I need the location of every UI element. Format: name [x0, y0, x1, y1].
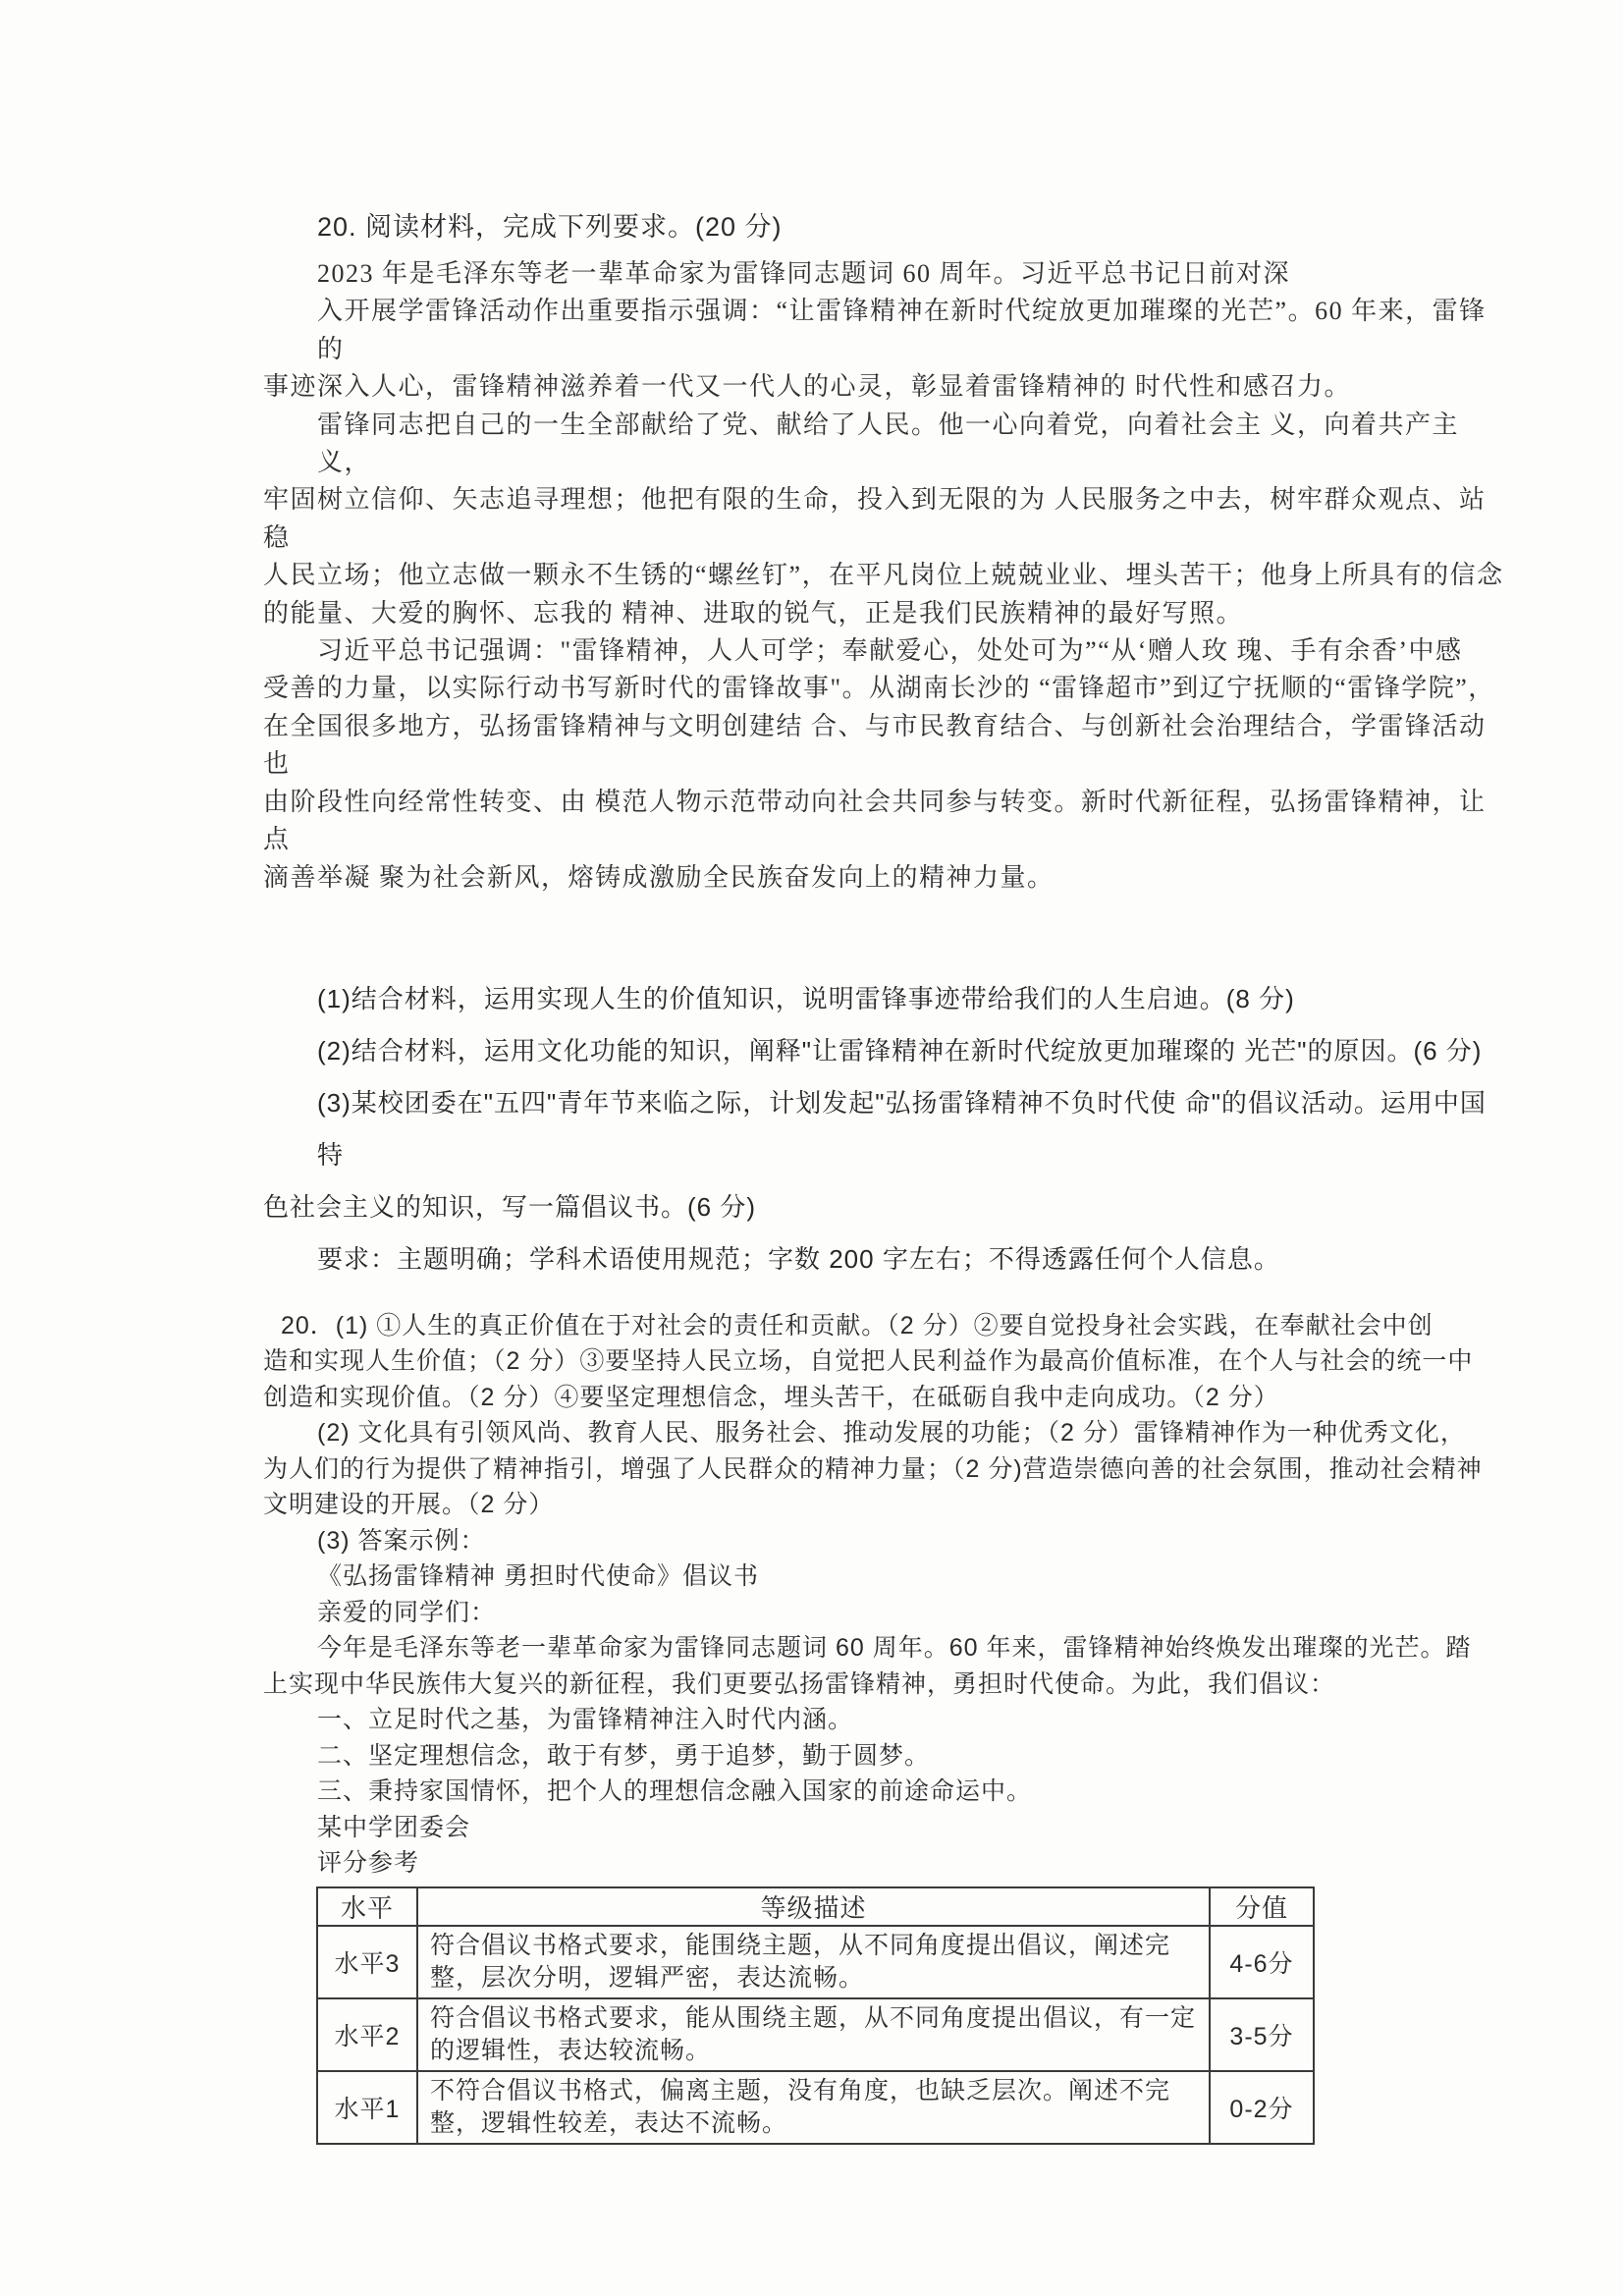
material-text-line: 人民立场；他立志做一颗永不生锈的“螺丝钉”，在平凡岗位上兢兢业业、埋头苦干；他身上所具有的信念: [263, 561, 1504, 590]
score-cell: 3-5分: [1210, 1998, 1314, 2071]
answer-text-line: 评分参考: [317, 1849, 420, 1878]
material-text-line: 雷锋同志把自己的一生全部献给了党、献给了人民。他一心向着党，向着社会主 义，向着共产主义，: [317, 410, 1460, 477]
level-cell: 水平3: [317, 1926, 417, 1998]
question-number-line: 20. 阅读材料，完成下列要求。(20 分): [317, 212, 783, 242]
rubric-table-row: [317, 1998, 1314, 2071]
rubric-table-row: [317, 2071, 1314, 2144]
header-level: 水平: [317, 1887, 417, 1926]
material-text-line: 受善的力量，以实际行动书写新时代的雷锋故事"。从湖南长沙的 “雷锋超市”到辽宁抚顺的“雷锋学院”，: [263, 674, 1495, 703]
answer-text-line: (3) 答案示例：: [317, 1526, 486, 1555]
material-text-line: 牢固树立信仰、矢志追寻理想；他把有限的生命，投入到无限的为 人民服务之中去，树牢群众观点、站稳: [263, 485, 1487, 552]
answer-text-line: 《弘扬雷锋精神 勇担时代使命》倡议书: [317, 1562, 759, 1591]
score-cell: 4-6分: [1210, 1926, 1314, 1998]
answer-text-line: 某中学团委会: [317, 1813, 471, 1841]
answer-text-line: 文明建设的开展。（2 分）: [263, 1491, 555, 1519]
question-header: [263, 208, 1510, 246]
rubric-table-body: [317, 1926, 1314, 2144]
answer-text-line: 为人们的行为提供了精神指引，增强了人民群众的精神力量；（2 分)营造崇德向善的社会氛围，推动社会精神: [263, 1454, 1483, 1483]
answer-text-line: 二、坚定理想信念，敢于有梦，勇于追梦，勤于圆梦。: [317, 1741, 931, 1770]
material-text-line: 由阶段性向经常性转变、由 模范人物示范带动向社会共同参与转变。新时代新征程，弘扬雷锋精神，让点: [263, 787, 1487, 854]
description-cell: 符合倡议书格式要求，能从围绕主题，从不同角度提出倡议，有一定的逻辑性，表达较流畅。: [417, 1998, 1210, 2071]
rubric-table-head: [317, 1887, 1314, 1926]
answer-text-line: 三、秉持家国情怀，把个人的理想信念融入国家的前途命运中。: [317, 1777, 1033, 1806]
material-text-line: 习近平总书记强调："雷锋精神，人人可学；奉献爱心，处处可为”“从‘赠人玫 瑰、手有余香’中感: [317, 636, 1463, 666]
header-score: 分值: [1210, 1887, 1314, 1926]
material-text-line: 2023 年是毛泽东等老一辈革命家为雷锋同志题词 60 周年。习近平总书记日前对深: [317, 259, 1291, 288]
rubric-table: [316, 1886, 1315, 2145]
subquestions: [263, 973, 1510, 1285]
material-text-line: 的能量、大爱的胸怀、忘我的 精神、进取的锐气，正是我们民族精神的最好写照。: [263, 598, 1244, 628]
answer-section: [263, 1308, 1510, 1882]
page-content: [263, 208, 1510, 2145]
subquestion-text-line: (1)结合材料，运用实现人生的价值知识，说明雷锋事迹带给我们的人生启迪。(8 分): [317, 983, 1295, 1013]
rubric-table-row: [317, 1926, 1314, 1998]
material-text-line: 入开展学雷锋活动作出重要指示强调：“让雷锋精神在新时代绽放更加璀璨的光芒”。60 年来，雷锋的: [317, 297, 1487, 363]
material-text-line: 在全国很多地方，弘扬雷锋精神与文明创建结 合、与市民教育结合、与创新社会治理结合，学雷锋活动也: [263, 711, 1487, 779]
subquestion-text-line: (2)结合材料，运用文化功能的知识，阐释"让雷锋精神在新时代绽放更加璀璨的 光芒"的原因。(6 分): [317, 1035, 1483, 1066]
answer-text-line: (2) 文化具有引领风尚、教育人民、服务社会、推动发展的功能；（2 分）雷锋精神作为一种优秀文化，: [317, 1419, 1466, 1448]
score-cell: 0-2分: [1210, 2071, 1314, 2144]
answer-text-line: 今年是毛泽东等老一辈革命家为雷锋同志题词 60 周年。60 年来，雷锋精神始终焕发出璀璨的光芒。踏: [317, 1634, 1472, 1663]
material-text-line: 滴善举凝 聚为社会新风，熔铸成激励全民族奋发向上的精神力量。: [263, 862, 1055, 892]
level-cell: 水平2: [317, 1998, 417, 2071]
material-text-line: 事迹深入人心，雷锋精神滋养着一代又一代人的心灵，彰显着雷锋精神的 时代性和感召力。: [263, 372, 1352, 402]
answer-text-line: 亲爱的同学们：: [317, 1598, 497, 1626]
answer-text-line: 一、立足时代之基，为雷锋精神注入时代内涵。: [317, 1706, 854, 1734]
subquestion-text-line: 色社会主义的知识，写一篇倡议书。(6 分): [263, 1191, 757, 1222]
header-description: 等级描述: [417, 1887, 1210, 1926]
answer-text-line: 上实现中华民族伟大复兴的新征程，我们更要弘扬雷锋精神，勇担时代使命。为此，我们倡议：: [263, 1669, 1336, 1698]
answer-text-line: 创造和实现价值。（2 分）④要坚定理想信念，埋头苦干，在砥砺自我中走向成功。（2 分）: [263, 1383, 1279, 1411]
reading-material: [263, 255, 1510, 897]
rubric-header-row: [317, 1887, 1314, 1926]
description-cell: 不符合倡议书格式，偏离主题，没有角度，也缺乏层次。阐述不完整，逻辑性较差，表达不流畅。: [417, 2071, 1210, 2144]
subquestion-text-line: (3)某校团委在"五四"青年节来临之际，计划发起"弘扬雷锋精神不负时代使 命"的倡议活动。运用中国特: [317, 1087, 1487, 1170]
answer-text-line: 20．(1) ①人生的真正价值在于对社会的责任和贡献。（2 分）②要自觉投身社会实践，在奉献社会中创: [281, 1311, 1434, 1339]
subquestion-text-line: 要求：主题明确；学科术语使用规范；字数 200 字左右；不得透露任何个人信息。: [317, 1243, 1280, 1274]
scoring-rubric: [316, 1886, 1510, 2145]
description-cell: 符合倡议书格式要求，能围绕主题，从不同角度提出倡议，阐述完整，层次分明，逻辑严密，表达流畅。: [417, 1926, 1210, 1998]
answer-text-line: 造和实现人生价值；（2 分）③要坚持人民立场，自觉把人民利益作为最高价值标准，在个人与社会的统一中: [263, 1347, 1474, 1376]
level-cell: 水平1: [317, 2071, 417, 2144]
